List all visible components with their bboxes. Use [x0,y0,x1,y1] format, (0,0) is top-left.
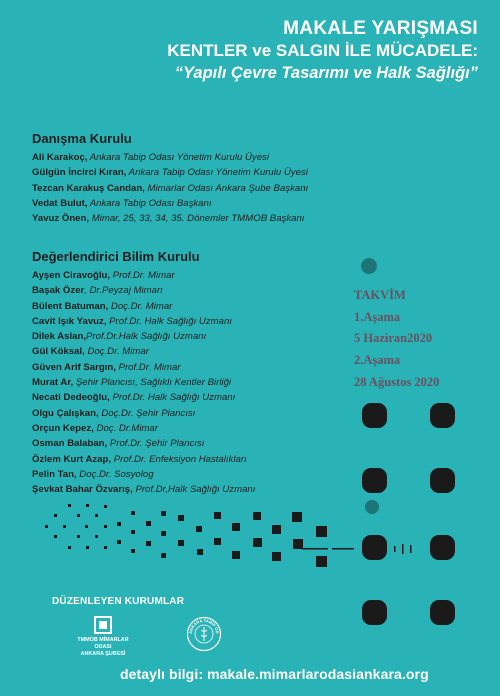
member-name: Cavit Işık Yavuz, [32,315,107,327]
jury-member [32,375,255,390]
member-name: Necati Dedeoğlu, [32,392,110,404]
jury-member [32,268,255,283]
jury-member [32,452,255,467]
member-role: Prof.Dr. Halk Sağlığı Uzmanı [106,315,232,327]
member-role: Ankara Tabip Odası Yönetim Kurulu Üyesi [87,152,269,163]
jury-member [32,360,255,375]
member-name: Orçun Kepez, [32,422,94,434]
footer-info-link[interactable]: detaylı bilgi: makale.mimarlarodasiankara.org [120,666,429,682]
member-name: Yavuz Önen, [32,213,90,225]
advisory-member [32,150,308,165]
org1-branch: ANKARA ŞUBESİ [80,651,126,657]
member-role: Şehir Plancısı, Sağlıklı Kentler Birliği [73,377,232,389]
member-name: Murat Ar, [32,377,74,389]
member-role: Prof.Dr. Halk Sağlığı Uzmanı [109,392,236,404]
member-role: , Dr.Peyzaj Mimarı [84,285,163,297]
scientific-jury-title: Değerlendirici Bilim Kurulu [32,249,200,264]
square-logo-icon [94,616,112,634]
member-name: Gülgün İncirci Kıran, [32,167,127,179]
page-subtitle: KENTLER ve SALGIN İLE MÜCADELE: [167,41,478,60]
member-name: Osman Balaban, [32,438,108,450]
member-name: Olgu Çalışkan, [32,407,99,419]
page-title: MAKALE YARIŞMASI [283,18,478,39]
jury-member [32,314,255,329]
jury-member [32,482,255,497]
jury-member [32,283,255,298]
member-role: Prof.Dr. Enfeksiyon Hastalıkları [111,453,247,465]
stage-2-date: 28 Ağustos 2020 [354,374,440,389]
jury-member [32,406,255,421]
member-name: Başak Özer [32,285,85,297]
stage-1-label: 1.Aşama [354,309,401,324]
member-name: Vedat Bulut, [32,197,88,209]
org1-name: TMMOB MİMARLAR ODASI [77,637,129,650]
ankara-tabip-odasi-seal-icon [186,616,222,652]
member-role: Prof.Dr. Mimar [110,270,175,281]
stage-2-label: 2.Aşama [354,353,401,368]
svg-text:ANKARA TABİP ODASI: ANKARA TABİP OD [187,617,221,635]
member-role: Doç.Dr. Mimar [108,300,173,312]
member-role: Ankara Tabip Odası Başkanı [87,197,212,209]
jury-member [32,467,255,482]
member-name: Gül Köksal, [32,346,85,358]
advisory-board-title: Danışma Kurulu [32,131,132,146]
member-name: Ali Karakoç, [32,152,88,163]
member-role: Doç. Dr.Mimar [93,422,158,434]
organizers-label: DÜZENLEYEN KURUMLAR [52,596,185,607]
jury-member [32,299,255,314]
member-role: Doç.Dr. Mimar [84,346,149,358]
member-name: Tezcan Karakuş Candan, [32,182,145,194]
advisory-board [32,131,308,226]
schedule [354,285,439,394]
member-name: Güven Arif Sargın, [32,361,116,373]
advisory-member [32,196,308,211]
member-role: Prof.Dr. Mimar [115,361,181,373]
header [167,18,478,84]
jury-member [32,344,255,359]
member-role: Mimar, 25, 33, 34, 35. Dönemler TMMOB Başkanı [89,213,305,225]
member-name: Pelin Tan, [32,468,77,480]
stage-1-date: 5 Haziran2020 [354,331,433,346]
member-role: Ankara Tabip Odası Yönetim Kurulu Üyesi [126,167,308,179]
schedule-title: TAKVİM [354,288,406,302]
member-role: Doç.Dr. Sosyolog [76,468,154,480]
scientific-jury [32,249,255,497]
member-name: Şevkat Bahar Özvarış, [32,484,133,496]
member-role: Doç.Dr. Şehir Plancısı [98,407,196,419]
member-role: Prof.Dr.Halk Sağlığı Uzmanı [86,331,207,343]
member-role: Mimarlar Odası Ankara Şube Başkanı [144,182,309,194]
member-name: Dilek Aslan, [32,331,87,343]
member-role: Prof.Dr,Halk Sağlığı Uzmanı [132,484,256,496]
member-name: Ayşen Ciravoğlu, [32,270,111,281]
jury-member [32,421,255,436]
jury-member [32,436,255,451]
member-role: Prof.Dr. Şehir Plancısı [107,438,205,450]
mimarlar-odasi-logo [73,616,133,658]
member-name: Bülent Batuman, [32,300,109,312]
advisory-member [32,165,308,180]
page-theme: “Yapılı Çevre Tasarımı ve Halk Sağlığı” [174,64,478,82]
jury-member [32,329,255,344]
jury-member [32,390,255,405]
member-name: Özlem Kurt Azap, [32,453,112,465]
advisory-member [32,181,308,196]
advisory-member [32,211,308,226]
